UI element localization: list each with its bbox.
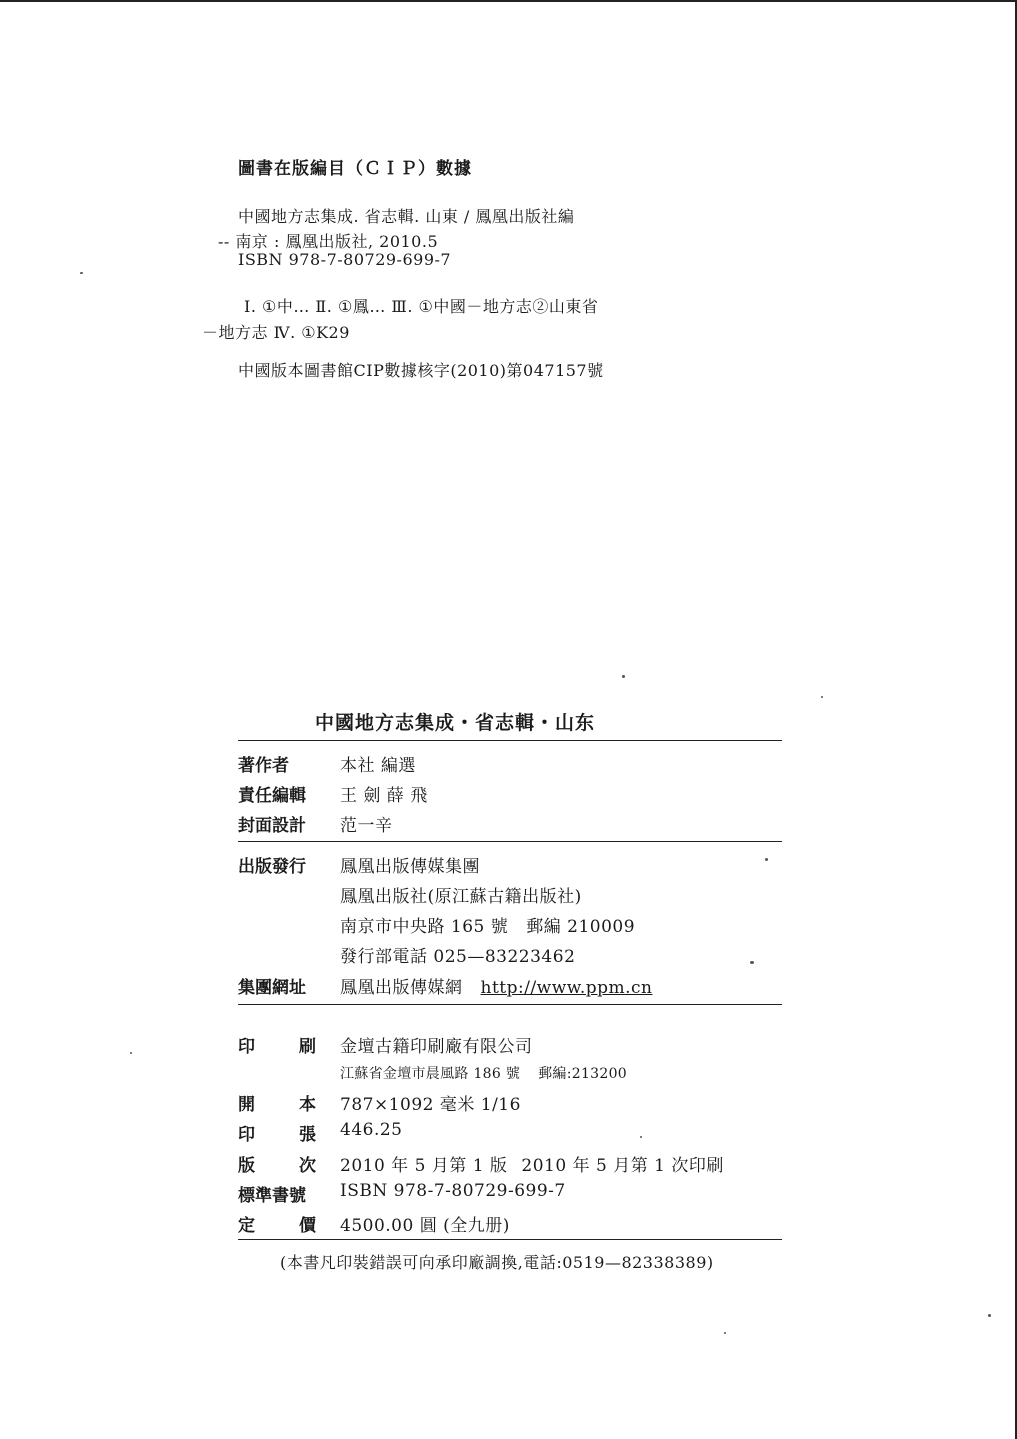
isbn-label bbox=[238, 1181, 316, 1206]
label-text: 封面設計 bbox=[238, 816, 306, 836]
label-char: 定 bbox=[238, 1216, 255, 1236]
label-char: 本 bbox=[299, 1095, 316, 1115]
format-value: 787×1092 毫米 1/16 bbox=[340, 1095, 521, 1115]
publisher-group: 鳳凰出版傳媒集團 bbox=[340, 857, 480, 877]
scan-speck bbox=[750, 961, 754, 964]
website-url[interactable]: http://www.ppm.cn bbox=[480, 978, 653, 998]
price-label bbox=[238, 1211, 316, 1236]
zip-text: 郵編 210009 bbox=[526, 917, 636, 937]
label-text: 出版發行 bbox=[238, 857, 306, 877]
label-text: 標準書號 bbox=[238, 1186, 306, 1206]
cip-subject-line: Ⅰ. ①中… Ⅱ. ①鳳… Ⅲ. ①中國－地方志②山東省 bbox=[244, 297, 599, 316]
cover-design-value: 范一辛 bbox=[340, 816, 393, 836]
edition-print: 2010 年 5 月第 1 次印刷 bbox=[521, 1156, 724, 1176]
footer-note: (本書凡印裝錯誤可向承印廠調換,電話:0519—82338389) bbox=[280, 1253, 714, 1272]
cip-place-line: -- 南京 : 鳳凰出版社, 2010.5 bbox=[218, 232, 439, 251]
scan-speck bbox=[80, 272, 83, 274]
scan-speck bbox=[765, 858, 768, 861]
label-char: 印 bbox=[238, 1037, 255, 1057]
label-text: 著作者 bbox=[238, 756, 289, 776]
publisher-address bbox=[340, 912, 635, 937]
website-label bbox=[238, 973, 316, 998]
book-title: 中國地方志集成・省志輯・山东 bbox=[315, 712, 596, 734]
website-name: 鳳凰出版傳媒網 bbox=[340, 978, 463, 998]
divider bbox=[238, 841, 782, 842]
publisher-phone: 發行部電話 025—83223462 bbox=[340, 947, 576, 967]
cip-title-line: 中國地方志集成. 省志輯. 山東 / 鳳凰出版社編 bbox=[238, 207, 575, 226]
label-char: 刷 bbox=[299, 1037, 316, 1057]
label-char: 版 bbox=[238, 1156, 255, 1176]
editor-value: 王 劍 薛 飛 bbox=[340, 786, 428, 806]
edition-first: 2010 年 5 月第 1 版 bbox=[340, 1156, 508, 1176]
divider bbox=[238, 1004, 782, 1005]
edition-label bbox=[238, 1151, 316, 1176]
sheets-label bbox=[238, 1120, 316, 1145]
sheets-value: 446.25 bbox=[340, 1120, 403, 1140]
cip-subject-line-cont: －地方志 Ⅳ. ①K29 bbox=[202, 323, 350, 342]
label-char: 開 bbox=[238, 1095, 255, 1115]
label-char: 價 bbox=[299, 1216, 316, 1236]
scan-speck bbox=[821, 696, 823, 698]
edition-value bbox=[340, 1151, 724, 1176]
printer-name: 金壇古籍印刷廠有限公司 bbox=[340, 1037, 533, 1057]
format-label bbox=[238, 1090, 316, 1115]
cover-design-label bbox=[238, 811, 316, 836]
publisher-name: 鳳凰出版社(原江蘇古籍出版社) bbox=[340, 887, 582, 907]
scan-speck bbox=[988, 1314, 991, 1317]
scan-speck bbox=[130, 1052, 132, 1054]
website-value bbox=[340, 973, 652, 998]
editor-label bbox=[238, 781, 316, 806]
cip-isbn-line: ISBN 978-7-80729-699-7 bbox=[238, 250, 452, 269]
scan-speck bbox=[724, 1332, 726, 1334]
label-char: 印 bbox=[238, 1125, 255, 1145]
scan-speck bbox=[622, 675, 625, 678]
address-text: 南京市中央路 165 號 bbox=[340, 917, 509, 937]
divider bbox=[238, 740, 782, 741]
author-label bbox=[238, 751, 316, 776]
label-char: 次 bbox=[299, 1156, 316, 1176]
printer-address bbox=[340, 1063, 627, 1083]
author-value: 本社 編選 bbox=[340, 756, 416, 776]
cip-heading: 圖書在版編目（ＣＩＰ）數據 bbox=[238, 159, 472, 179]
publisher-label bbox=[238, 852, 316, 877]
zip-text: 郵編:213200 bbox=[538, 1066, 627, 1082]
label-text: 集團網址 bbox=[238, 978, 306, 998]
price-value: 4500.00 圓 (全九册) bbox=[340, 1216, 510, 1236]
label-text: 責任編輯 bbox=[238, 786, 306, 806]
label-char: 張 bbox=[299, 1125, 316, 1145]
address-text: 江蘇省金壇市晨風路 186 號 bbox=[340, 1066, 521, 1082]
isbn-value: ISBN 978-7-80729-699-7 bbox=[340, 1181, 566, 1201]
cip-record-number: 中國版本圖書館CIP數據核字(2010)第047157號 bbox=[238, 361, 604, 380]
printer-label bbox=[238, 1032, 316, 1057]
divider bbox=[238, 1239, 782, 1240]
scan-speck bbox=[640, 1136, 642, 1138]
